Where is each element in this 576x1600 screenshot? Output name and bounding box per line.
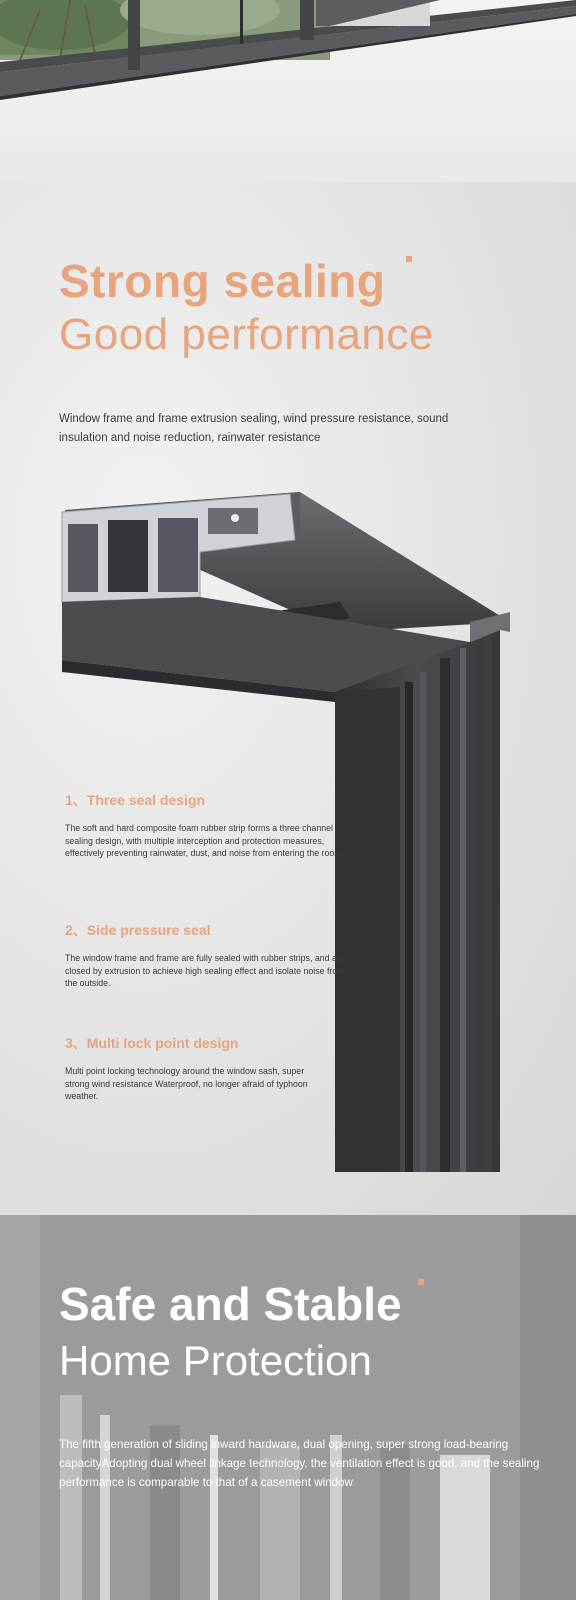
sealing-title-light: Good performance — [59, 310, 434, 359]
safety-title-bold: Safe and Stable — [59, 1278, 402, 1330]
background-stripes — [0, 1215, 576, 1600]
window-photo — [0, 0, 576, 182]
window-frame-illustration — [0, 0, 576, 182]
safety-section — [0, 1215, 576, 1600]
accent-square — [406, 256, 412, 262]
safety-description: The fifth generation of sliding inward hardware, dual opening, super strong load-bearing capacityAdopting dual wheel linkage technology, the ventilation effect is good, and the sealing performance is comparable to that of a casement window — [59, 1438, 540, 1489]
sealing-intro: Window frame and frame extrusion sealing, wind pressure resistance, sound insulation and noise reduction, rainwater resistance — [59, 413, 449, 444]
feature-description: The soft and hard composite foam rubber strip forms a three channel sealing design, with multiple interception and protection measures, effectively preventing rainwater, dust, and noise from entering the room. — [65, 823, 345, 859]
feature-title: 1、Three seal design — [65, 792, 206, 808]
safety-title-light: Home Protection — [59, 1337, 372, 1384]
feature-side-pressure — [65, 920, 355, 990]
feature-title: 3、Multi lock point design — [65, 1035, 239, 1051]
feature-description: The window frame and frame are fully sealed with rubber strips, and are closed by extrusion to achieve high sealing effect and isolate noise from the outside. — [65, 953, 345, 989]
sealing-section — [0, 182, 576, 1215]
feature-multi-lock — [65, 1033, 315, 1103]
feature-three-seal — [65, 790, 355, 860]
accent-square — [418, 1279, 424, 1285]
feature-description: Multi point locking technology around the window sash, super strong wind resistance Waterproof, no longer afraid of typhoon weather. — [65, 1066, 308, 1102]
sealing-title-bold: Strong sealing — [59, 255, 386, 307]
feature-title: 2、Side pressure seal — [65, 922, 211, 938]
